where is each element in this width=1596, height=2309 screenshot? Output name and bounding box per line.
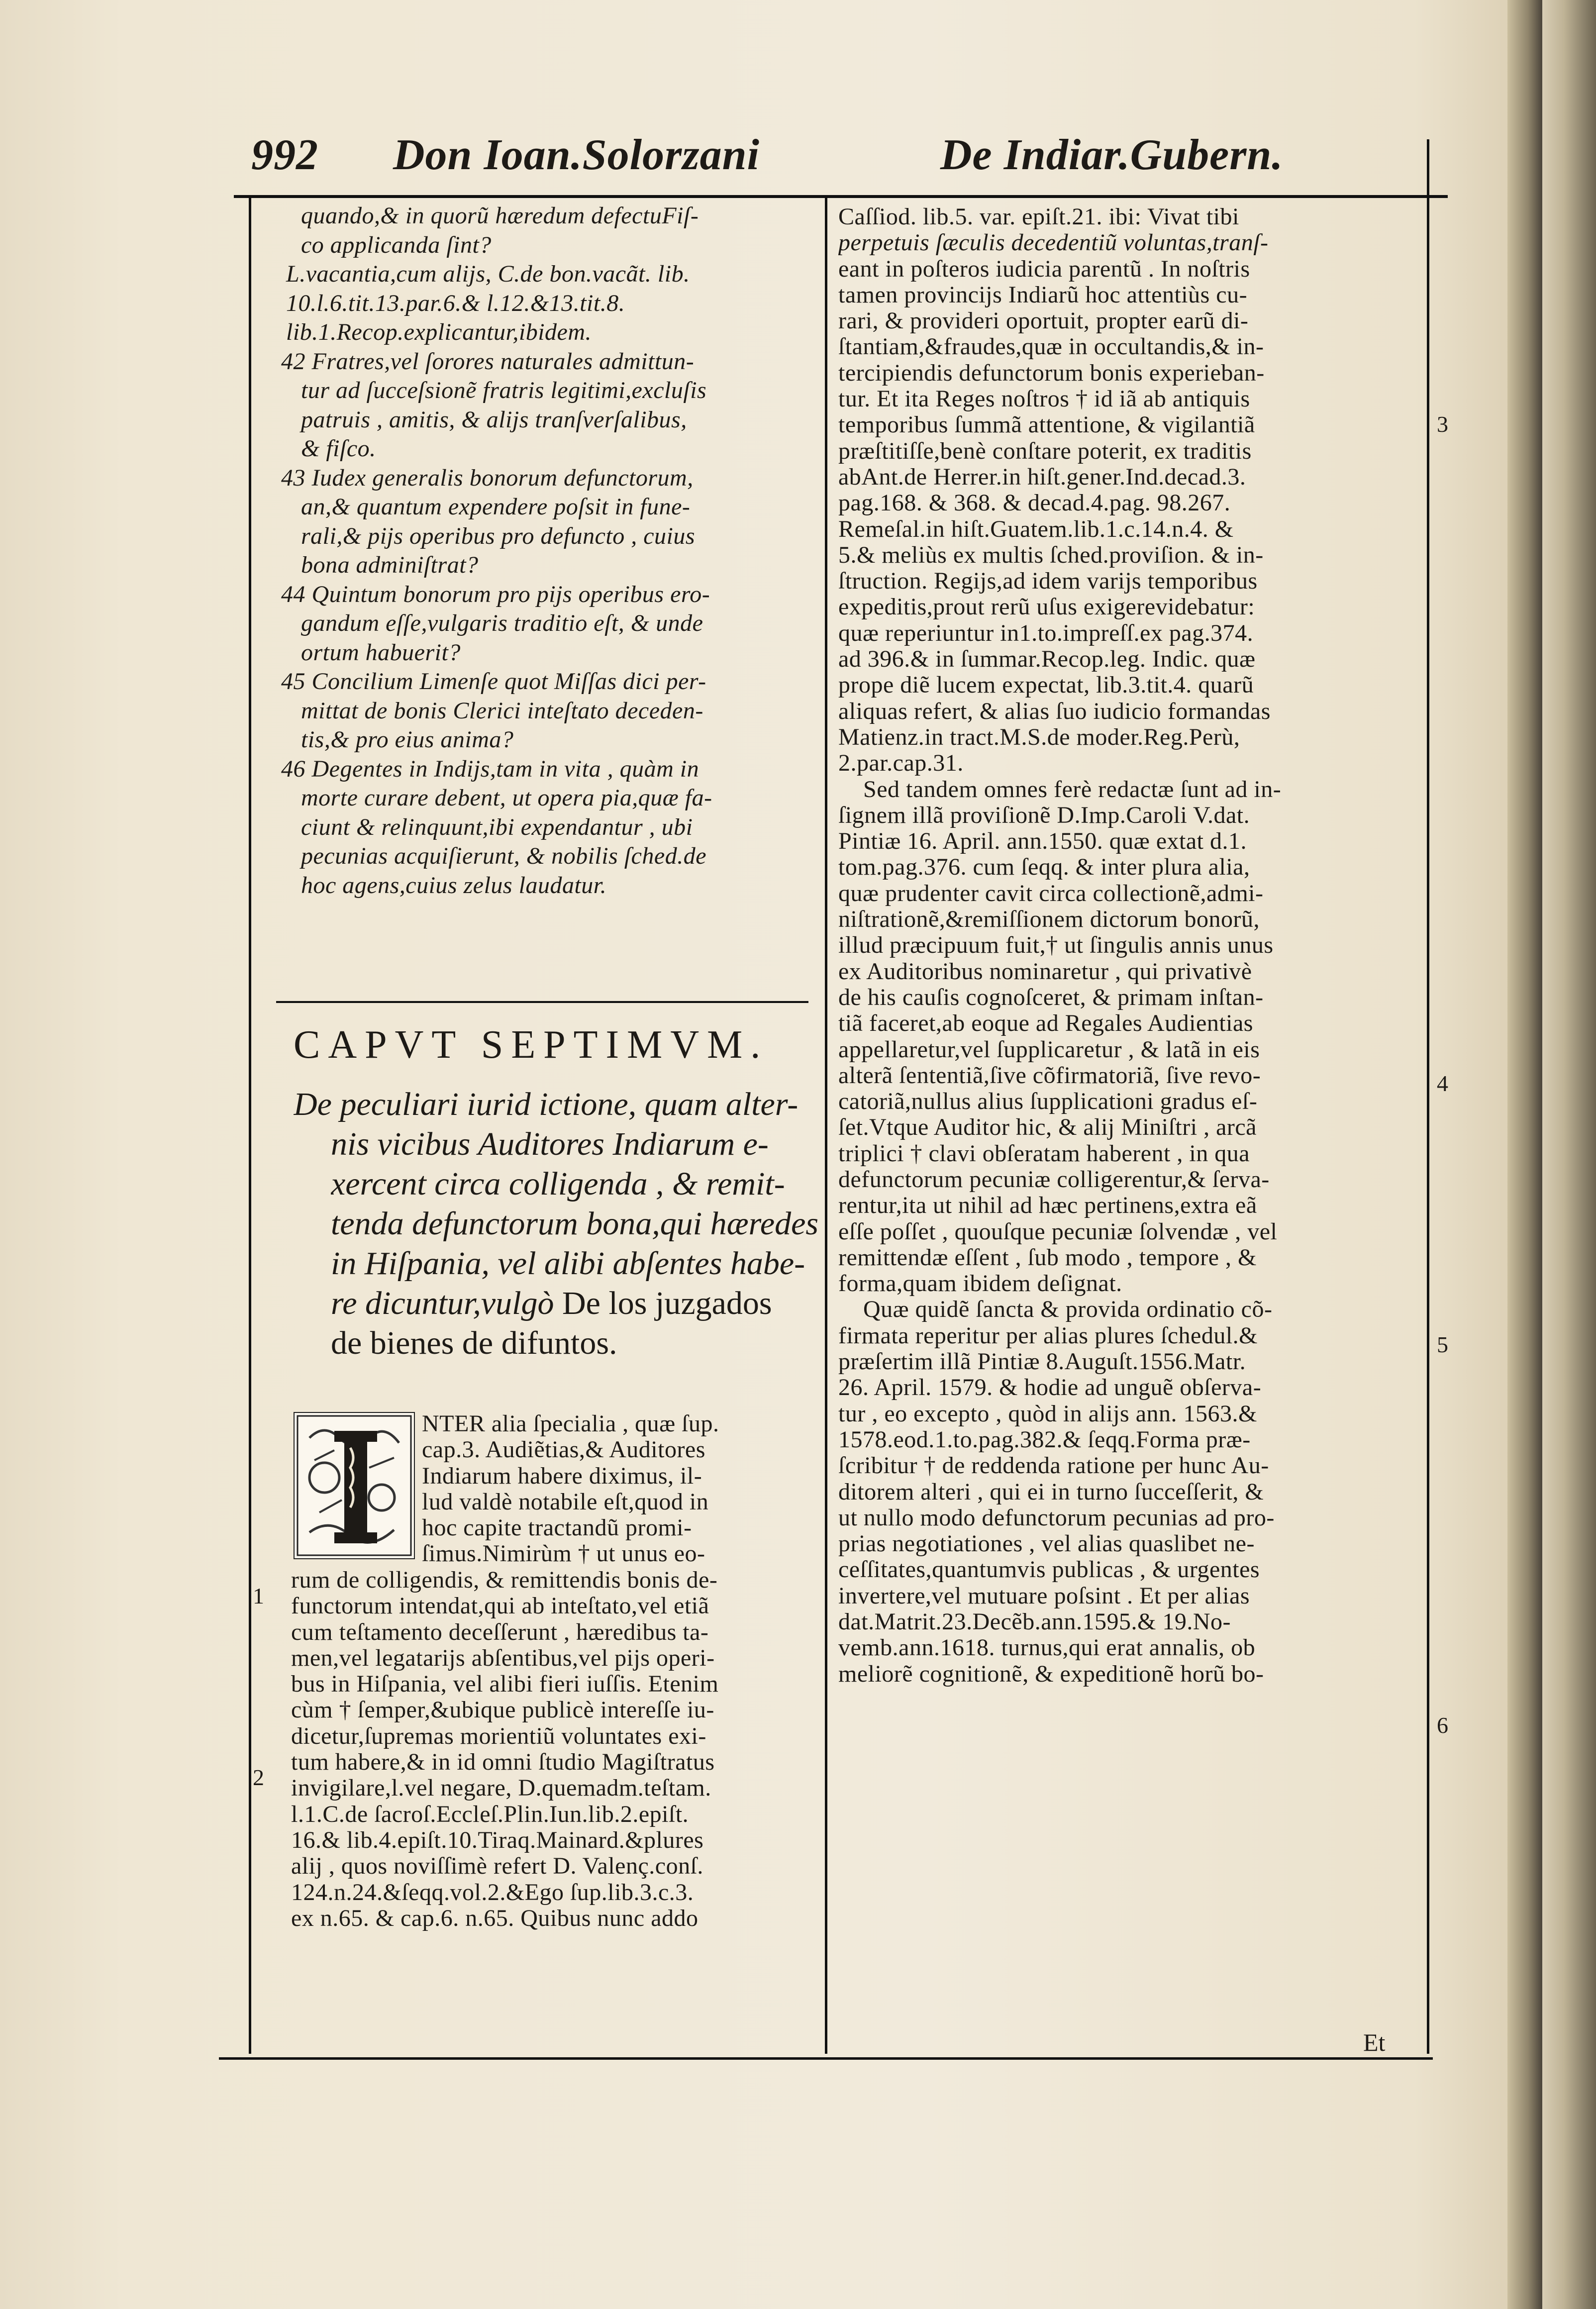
body-line: men,vel legatarijs abſentibus,vel pijs operi- bbox=[291, 1645, 715, 1671]
body-line: appellaretur,vel ſupplicaretur , & latã in eis bbox=[838, 1036, 1260, 1063]
summary-line: co applicanda ſint? bbox=[301, 231, 492, 258]
running-author: Don Ioan.Solorzani bbox=[393, 131, 760, 179]
body-line: de his cauſis cognoſceret, & primam inſtan- bbox=[838, 984, 1264, 1010]
margin-number-5: 5 bbox=[1437, 1332, 1448, 1357]
subtitle-line: xercent circa colligenda , & remit- bbox=[331, 1166, 785, 1202]
body-line: tamen provincijs Indiarũ hoc attentiùs cu- bbox=[838, 282, 1248, 308]
subtitle-line: tenda defunctorum bona,qui hæredes bbox=[331, 1205, 818, 1242]
body-line: invertere,vel mutuare poſsint . Et per alias bbox=[838, 1583, 1250, 1609]
body-line: l.1.C.de ſacroſ.Eccleſ.Plin.Iun.lib.2.epiſt. bbox=[291, 1801, 689, 1827]
body-line: remittendæ eſſent , ſub modo , tempore , & bbox=[838, 1244, 1257, 1271]
margin-number-4: 4 bbox=[1437, 1071, 1448, 1096]
body-line: Indiarum habere diximus, il- bbox=[422, 1463, 702, 1489]
decorated-initial-I bbox=[294, 1412, 415, 1559]
subtitle-spanish-line: de bienes de difuntos. bbox=[331, 1325, 617, 1361]
subtitle-line: nis vicibus Auditores Indiarum e- bbox=[331, 1126, 769, 1162]
body-line: ut nullo modo defunctorum pecunias ad pro- bbox=[838, 1505, 1275, 1531]
body-line: tiã faceret,ab eoque ad Regales Audientias bbox=[838, 1010, 1253, 1037]
body-line: niſtrationẽ,&remiſſionem dictorum bonorũ, bbox=[838, 906, 1260, 933]
body-line: Quæ quidẽ ſancta & provida ordinatio cõ- bbox=[863, 1297, 1273, 1323]
body-line: NTER alia ſpecialia , quæ ſup. bbox=[422, 1411, 719, 1437]
body-line: 1578.eod.1.to.pag.382.& ſeqq.Forma præ- bbox=[838, 1426, 1251, 1453]
page-number: 992 bbox=[251, 131, 318, 179]
body-line: ditorem alteri , qui ei in turno ſucceſſerit, & bbox=[838, 1479, 1264, 1505]
body-line: firmata reperitur per alias plures ſchedul.& bbox=[838, 1322, 1258, 1349]
summary-line: pecunias acquiſierunt, & nobilis ſched.de bbox=[301, 843, 707, 869]
body-line: vemb.ann.1618. turnus,qui erat annalis, ob bbox=[838, 1635, 1256, 1661]
catchword: Et bbox=[1363, 2028, 1386, 2056]
body-line: ſcribitur † de reddenda ratione per hunc Au- bbox=[838, 1453, 1269, 1479]
body-line: ſet.Vtque Auditor hic, & alij Miniſtri , arcã bbox=[838, 1114, 1257, 1141]
summary-list bbox=[281, 201, 816, 900]
body-line: Pintiæ 16. April. ann.1550. quæ extat d.1. bbox=[838, 828, 1247, 855]
body-line: cum teſtamento deceſſerunt , hæredibus ta- bbox=[291, 1619, 709, 1645]
body-line: cap.3. Audiẽtias,& Auditores bbox=[422, 1437, 705, 1463]
body-line: forma,quam ibidem deſignat. bbox=[838, 1271, 1122, 1297]
body-line: 16.& lib.4.epiſt.10.Tiraq.Mainard.&plures bbox=[291, 1827, 704, 1853]
body-line: ſtantiam,&fraudes,quæ in occultandis,& in- bbox=[838, 334, 1264, 360]
body-line: ſignem illã proviſionẽ D.Imp.Caroli V.dat. bbox=[838, 802, 1250, 828]
page-gutter-shadow bbox=[1507, 0, 1542, 2309]
summary-line: 10.l.6.tit.13.par.6.& l.12.&13.tit.8. bbox=[286, 290, 625, 316]
body-line: præſertim illã Pintiæ 8.Auguſt.1556.Matr. bbox=[838, 1349, 1246, 1375]
body-line: hoc capite tractandũ promi- bbox=[422, 1515, 692, 1541]
body-line: dicetur,ſupremas morientiũ voluntates exi- bbox=[291, 1723, 706, 1749]
body-line: functorum intendat,qui ab inteſtato,vel etiã bbox=[291, 1593, 709, 1619]
right-column-text bbox=[838, 204, 1420, 1687]
body-line: 5.& meliùs ex multis ſched.proviſion. & in- bbox=[838, 542, 1264, 568]
margin-number-6: 6 bbox=[1437, 1712, 1448, 1738]
body-line: cùm † ſemper,&ubique publicè intereſſe iu- bbox=[291, 1697, 714, 1723]
body-line: ceſſitates,quantumvis publicas , & urgentes bbox=[838, 1557, 1260, 1583]
body-line: bus in Hiſpania, vel alibi fieri iuſſis. Etenim bbox=[291, 1671, 719, 1698]
body-line: tur. Et ita Reges noſtros † id iã ab antiquis bbox=[838, 386, 1250, 412]
body-line: pag.168. & 368. & decad.4.pag. 98.267. bbox=[838, 490, 1231, 516]
right-frame-rule bbox=[1427, 139, 1429, 2054]
summary-line: ortum habuerit? bbox=[301, 639, 461, 666]
body-line: dat.Matrit.23.Decẽb.ann.1595.& 19.No- bbox=[838, 1609, 1231, 1635]
body-line: 2.par.cap.31. bbox=[838, 750, 964, 777]
summary-line: quando,& in quorũ hæredum defectuFiſ- bbox=[301, 202, 699, 229]
body-line: eant in poſteros iudicia parentũ . In noſtris bbox=[838, 256, 1250, 282]
body-line: invigilare,l.vel negare, D.quemadm.teſtam. bbox=[291, 1775, 711, 1802]
column-divider-rule bbox=[825, 198, 827, 2054]
summary-item-45: 45 Concilium Limenſe quot Miſſas dici per- bbox=[281, 668, 706, 695]
body-line: tom.pag.376. cum ſeqq. & inter plura alia, bbox=[838, 854, 1250, 881]
body-line: expeditis,prout rerũ uſus exigerevidebatur: bbox=[838, 594, 1255, 620]
body-line: rari, & provideri oportuit, propter earũ di- bbox=[838, 308, 1249, 334]
summary-line: gandum eſſe,vulgaris traditio eſt, & unde bbox=[301, 610, 703, 636]
body-line: eſſe poſſet , quouſque pecuniæ ſolvendæ , vel bbox=[838, 1218, 1278, 1245]
body-line: illud præcipuum fuit,† ut ſingulis annis unus bbox=[838, 932, 1274, 959]
body-line: perpetuis ſæculis decedentiũ voluntas,tranſ- bbox=[838, 230, 1269, 256]
body-line: abAnt.de Herrer.in hiſt.gener.Ind.decad.3. bbox=[838, 464, 1246, 490]
body-line: Remeſal.in hiſt.Guatem.lib.1.c.14.n.4. & bbox=[838, 516, 1234, 542]
subtitle-spanish: De los juzgados bbox=[562, 1285, 772, 1321]
body-line: ſimus.Nimirùm † ut unus eo- bbox=[422, 1541, 705, 1567]
body-line: tur , eo excepto , quòd in alijs ann. 1563.& bbox=[838, 1401, 1257, 1427]
body-line: aliquas refert, & alias ſuo iudicio formandas bbox=[838, 698, 1271, 724]
summary-line: patruis , amitis, & alijs tranſverſalibus, bbox=[301, 406, 687, 433]
summary-line: tis,& pro eius anima? bbox=[301, 726, 514, 753]
running-title: De Indiar.Gubern. bbox=[940, 131, 1284, 179]
body-line: quæ reperiuntur in1.to.impreſſ.ex pag.374. bbox=[838, 620, 1254, 646]
margin-number-2: 2 bbox=[253, 1765, 264, 1790]
chapter-subtitle bbox=[294, 1085, 818, 1363]
summary-line: ciunt & relinquunt,ibi expendantur , ubi bbox=[301, 813, 693, 840]
subtitle-line-with-spanish bbox=[331, 1284, 818, 1323]
body-line: rentur,ita ut nihil ad hæc pertinens,extra eã bbox=[838, 1193, 1257, 1219]
body-line: tercipiendis defunctorum bonis experieban- bbox=[838, 360, 1265, 386]
summary-line: hoc agens,cuius zelus laudatur. bbox=[301, 872, 607, 899]
body-line: ſtruction. Regijs,ad idem varijs temporibus bbox=[838, 568, 1258, 595]
subtitle-line: De peculiari iurid ictione, quam alter- bbox=[294, 1086, 798, 1122]
body-line: Matienz.in tract.M.S.de moder.Reg.Perù, bbox=[838, 724, 1240, 750]
body-line: temporibus ſummã attentione, & vigilantiã bbox=[838, 412, 1255, 438]
summary-line: & fiſco. bbox=[301, 435, 376, 462]
body-line: ex n.65. & cap.6. n.65. Quibus nunc addo bbox=[291, 1905, 698, 1931]
body-line: lud valdè notabile eſt,quod in bbox=[422, 1489, 709, 1515]
body-line: ad 396.& in ſummar.Recop.leg. Indic. quæ bbox=[838, 646, 1256, 673]
body-line: ex Auditoribus nominaretur , qui privativè bbox=[838, 958, 1252, 985]
body-line: 26. April. 1579. & hodie ad unguẽ obſerva- bbox=[838, 1375, 1262, 1401]
body-line: 124.n.24.&ſeqq.vol.2.&Ego ſup.lib.3.c.3. bbox=[291, 1879, 694, 1906]
body-line: Caſſiod. lib.5. var. epiſt.21. ibi: Vivat tibi bbox=[838, 204, 1239, 230]
body-line: Sed tandem omnes ferè redactæ ſunt ad in- bbox=[863, 776, 1282, 803]
summary-line: rali,& pijs operibus pro defuncto , cuius bbox=[301, 522, 696, 549]
footer-rule bbox=[219, 2057, 1433, 2060]
body-line: quæ prudenter cavit circa collectionẽ,admi- bbox=[838, 880, 1264, 906]
body-line: alij , quos noviſſimè refert D. Valenç.conſ. bbox=[291, 1853, 703, 1880]
summary-line: morte curare debent, ut opera pia,quæ fa- bbox=[301, 785, 712, 811]
facing-page-edge bbox=[1542, 0, 1596, 2309]
chapter-heading: CAPVT SEPTIMVM. bbox=[294, 1023, 769, 1067]
subtitle-latin-end: re dicuntur,vulgò bbox=[331, 1285, 554, 1321]
summary-line: tur ad ſucceſsionẽ fratris legitimi,excluſis bbox=[301, 377, 707, 403]
body-line: defunctorum pecuniæ colligerentur,& ſerva- bbox=[838, 1166, 1270, 1193]
header-rule bbox=[234, 195, 1448, 198]
summary-line: L.vacantia,cum alijs, C.de bon.vacãt. lib. bbox=[286, 261, 690, 287]
summary-item-42: 42 Fratres,vel ſorores naturales admittun- bbox=[281, 348, 695, 375]
left-frame-rule bbox=[249, 198, 251, 2054]
summary-line: lib.1.Recop.explicantur,ibidem. bbox=[286, 319, 592, 345]
body-line: tum habere,& in id omni ſtudio Magiſtratus bbox=[291, 1749, 715, 1776]
summary-item-46: 46 Degentes in Indijs,tam in vita , quàm in bbox=[281, 755, 699, 782]
margin-number-3: 3 bbox=[1437, 411, 1448, 437]
body-line: catoriã,nullus alius ſupplicationi gradus eſ- bbox=[838, 1089, 1258, 1115]
subtitle-line: in Hiſpania, vel alibi abſentes habe- bbox=[331, 1245, 805, 1282]
summary-line: an,& quantum expendere poſsit in fune- bbox=[301, 494, 691, 520]
body-line: alterã ſententiã,ſive cõfirmatoriã, ſive revo- bbox=[838, 1062, 1261, 1089]
summary-item-43: 43 Iudex generalis bonorum defunctorum, bbox=[281, 464, 694, 491]
summary-item-44: 44 Quintum bonorum pro pijs operibus ero- bbox=[281, 581, 710, 607]
chapter-top-rule bbox=[276, 1001, 808, 1003]
summary-line: bona adminiſtrat? bbox=[301, 552, 479, 578]
body-line: prias negotiationes , vel alias quaslibet ne- bbox=[838, 1531, 1255, 1557]
body-line: meliorẽ cognitionẽ, & expeditionẽ horũ bo- bbox=[838, 1661, 1264, 1687]
summary-line: mittat de bonis Clerici inteſtato deceden- bbox=[301, 697, 703, 724]
body-line: præſtitiſſe,benè conſtare poterit, ex traditis bbox=[838, 438, 1252, 464]
body-line: rum de colligendis, & remittendis bonis de- bbox=[291, 1567, 718, 1593]
left-body-short bbox=[422, 1411, 815, 1567]
body-line: triplici † clavi obſeratam haberent , in qua bbox=[838, 1140, 1250, 1167]
body-line: prope diẽ lucem expectat, lib.3.tit.4. quarũ bbox=[838, 672, 1254, 699]
left-body-full bbox=[291, 1567, 818, 1931]
margin-number-1: 1 bbox=[253, 1583, 264, 1608]
